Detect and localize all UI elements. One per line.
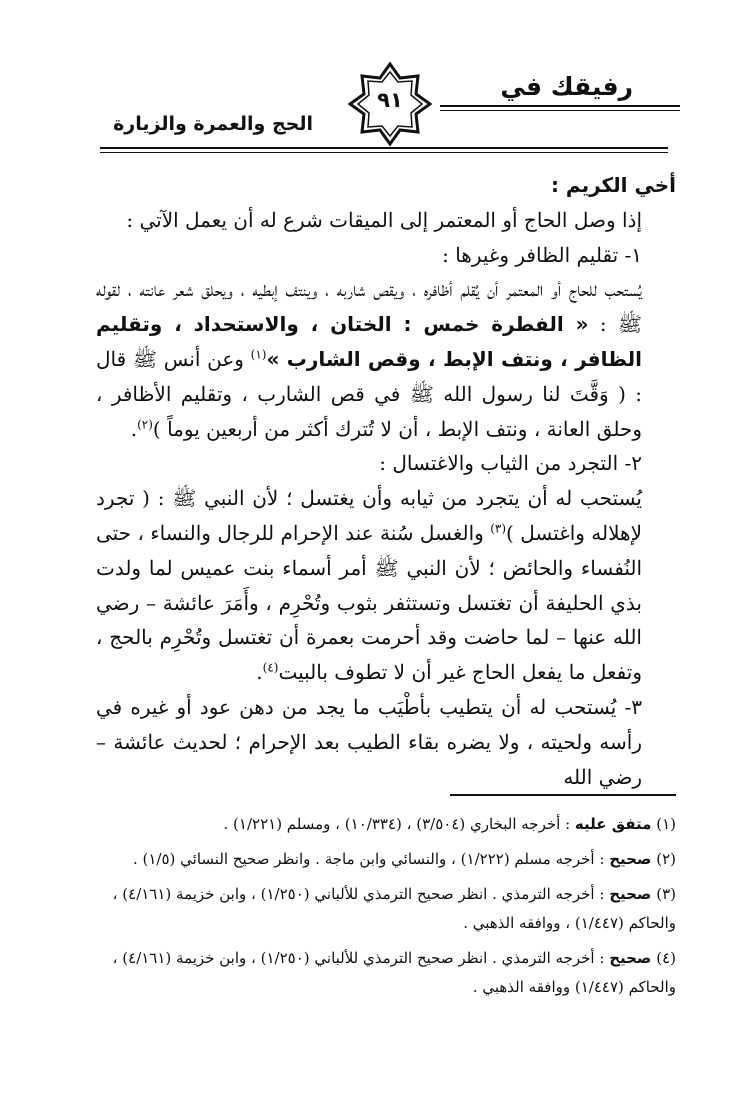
- page-header: [0, 0, 753, 150]
- paragraph-2-end: .: [256, 660, 263, 685]
- footnote-number: (٣): [656, 885, 676, 903]
- book-title-bottom: الحج والعمرة والزيارة: [113, 113, 313, 135]
- footnotes: [96, 810, 676, 1008]
- footnote-ref-3: (٣): [490, 521, 507, 536]
- footnote-text: : أخرجه الترمذي . انظر صحيح الترمذي للألباني (١/٢٥٠) ، وابن خزيمة (٤/١٦١) ، والحاكم (١/٤٤٧) ووافقه الذهبي .: [112, 949, 676, 996]
- section-heading-1: ١- تقليم الظافر وغيرها :: [442, 242, 642, 267]
- footnote-1: [96, 810, 676, 839]
- footnote-ref-4: (٤): [262, 660, 279, 675]
- footnote-ref-2: (٢): [137, 416, 153, 431]
- footnote-2: [96, 845, 676, 874]
- footnote-3: [96, 880, 676, 938]
- footnote-text: : أخرجه مسلم (١/٢٢٢) ، والنسائي وابن ماجة . وانظر صحيح النسائي (١/٥) .: [132, 850, 610, 868]
- book-title-top: رفيقك في: [500, 72, 633, 101]
- footnote-number: (٤): [656, 949, 676, 967]
- footnote-number: (١): [656, 815, 676, 833]
- footnote-text: : أخرجه الترمذي . انظر صحيح الترمذي للألباني (١/٢٥٠) ، وابن خزيمة (٤/١٦١) ، والحاكم (١/٤٤٧) ، ووافقه الذهبي .: [112, 885, 676, 932]
- footnote-ref-1: (١): [250, 347, 267, 362]
- body-text: [96, 168, 676, 794]
- footnote-4: [96, 944, 676, 1002]
- header-rule-top: [440, 105, 680, 107]
- paragraph-1: [96, 272, 676, 446]
- footnote-grade: صحيح: [609, 949, 652, 967]
- header-rule-top-thin: [440, 110, 680, 111]
- salutation: أخي الكريم :: [550, 173, 676, 197]
- header-rule-bottom: [100, 147, 668, 149]
- footnote-grade: صحيح: [609, 885, 652, 903]
- section-heading-2: ٢- التجرد من الثياب والاغتسال :: [379, 451, 642, 476]
- paragraph-3: ٣- يُستحب له أن يتطيب بأطْيَب ما يجد من دهن عود أو غيره في رأسه ولحيته ، ولا يضره بقاء الطيب بعد الإحرام ؛ لحديث عائشة – رضي الله: [96, 694, 642, 789]
- paragraph-1-text: يُستحب للحاج أو المعتمر أن يُقلم أظافره ، ويقص شاربه ، وينتف إبطيه ، ويحلق شعر عانته ، لقوله ﷺ :: [96, 277, 642, 337]
- footnote-separator: [450, 794, 676, 796]
- paragraph-1-end: .: [130, 416, 138, 441]
- page-number: ٩١: [377, 88, 403, 112]
- hadith-quote: « الفطرة خمس : الختان ، والاستحداد ، وتقليم الظافر ، ونتف الإبط ، وقص الشارب »: [96, 312, 642, 371]
- footnote-number: (٢): [656, 850, 676, 868]
- footnote-grade: صحيح: [609, 850, 652, 868]
- paragraph-2: [96, 481, 676, 690]
- footnote-grade: متفق عليه: [574, 815, 652, 833]
- intro-paragraph: إذا وصل الحاج أو المعتمر إلى الميقات شرع له أن يعمل الآتي :: [126, 207, 642, 232]
- footnote-text: : أخرجه البخاري (٣/٥٠٤) ، (١٠/٣٣٤) ، ومسلم (١/٢٢١) .: [223, 815, 575, 833]
- paragraph-2-text: يُستحب له أن يتجرد من ثيابه وأن يغتسل ؛ لأن النبي ﷺ : ( تجرد لإهلاله واغتسل ): [96, 486, 642, 545]
- paragraph-2-text-2: والغسل سُنة عند الإحرام للرجال والنساء ، حتى النُفساء والحائض ؛ لأن النبي ﷺ أمر أسماء بنت عميس لما ولدت بذي الحليفة أن تغتسل وتستثفر بثوب وتُحْرِم ، وأَمَرَ عائشة – رضي الله عنها – لما حاضت وقد أحرمت بعمرة أن تغتسل وتُحْرِم بالحج ، وتفعل ما يفعل الحاج غير أن لا تطوف بالبيت: [96, 520, 642, 685]
- header-rule-bottom-thin: [100, 152, 668, 153]
- paragraph-1-text-2: وعن أنس ﷺ قال : ( وَقَّتَ لنا رسول الله ﷺ في قص الشارب ، وتقليم الأظافر ، وحلق العانة ، ونتف الإبط ، أن لا تُترك أكثر من أربعين يوماً ): [96, 346, 642, 441]
